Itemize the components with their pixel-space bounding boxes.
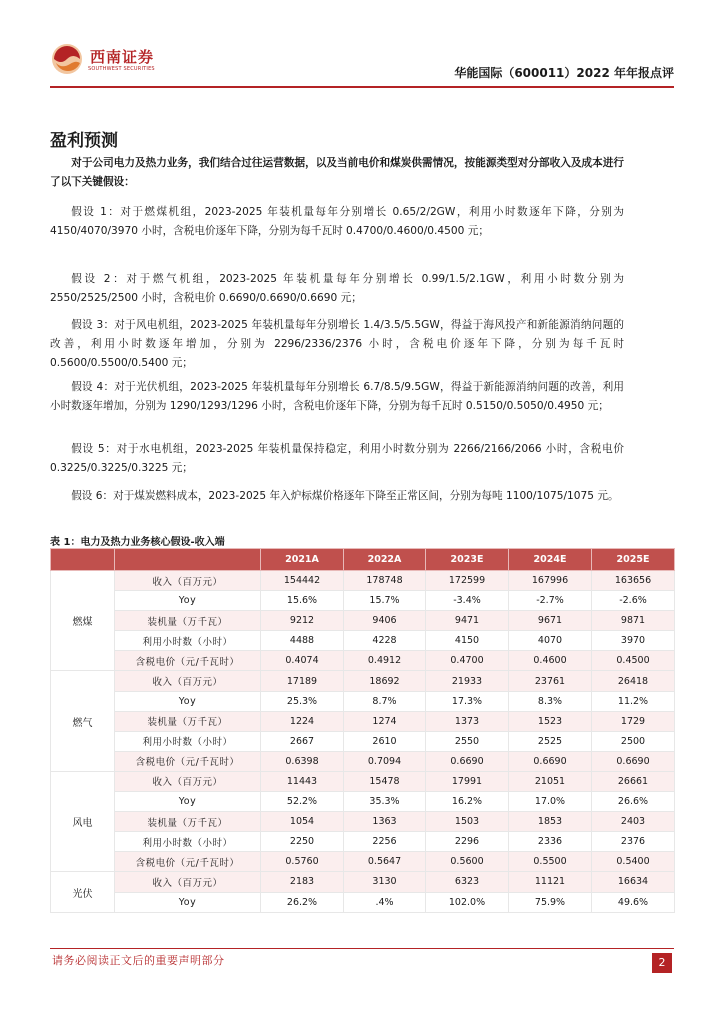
- table-row: [51, 892, 675, 912]
- value-cell: 4228: [344, 631, 426, 651]
- header-blank: [115, 549, 261, 571]
- metric-label-cell: 利用小时数（小时）: [115, 832, 261, 852]
- metric-label-cell: 收入（百万元）: [115, 671, 261, 691]
- value-cell: 9871: [592, 611, 675, 631]
- value-cell: 17991: [426, 771, 509, 791]
- metric-label-cell: 利用小时数（小时）: [115, 731, 261, 751]
- value-cell: 0.7094: [344, 751, 426, 771]
- value-cell: 0.4600: [509, 651, 592, 671]
- report-title: 华能国际（600011）2022 年年报点评: [454, 66, 674, 80]
- table-row: [51, 812, 675, 832]
- value-cell: 15.7%: [344, 591, 426, 611]
- table-row: [51, 711, 675, 731]
- column-header: 2023E: [426, 549, 509, 571]
- table-row: [51, 792, 675, 812]
- value-cell: 16634: [592, 872, 675, 892]
- table-row: [51, 771, 675, 791]
- metric-label-cell: 收入（百万元）: [115, 872, 261, 892]
- table-row: [51, 631, 675, 651]
- table-row: [51, 571, 675, 591]
- metric-label-cell: 含税电价（元/千瓦时）: [115, 651, 261, 671]
- value-cell: 0.6398: [261, 751, 344, 771]
- value-cell: 11.2%: [592, 691, 675, 711]
- intro-paragraph: 对于公司电力及热力业务，我们结合过往运营数据，以及当前电价和煤炭供需情况，按能源类型对分部收入及成本进行了以下关键假设：: [50, 157, 624, 188]
- metric-label-cell: 收入（百万元）: [115, 771, 261, 791]
- revenue-assumptions-table: [50, 548, 675, 913]
- table-row: [51, 751, 675, 771]
- value-cell: 0.6690: [509, 751, 592, 771]
- value-cell: 4070: [509, 631, 592, 651]
- page-number: 2: [652, 953, 672, 973]
- column-header: 2021A: [261, 549, 344, 571]
- logo-text-cn: 西南证券: [90, 48, 155, 66]
- energy-type-cell: 燃气: [51, 671, 115, 771]
- value-cell: 4150: [426, 631, 509, 651]
- metric-label-cell: 装机量（万千瓦）: [115, 812, 261, 832]
- logo-text-en: SOUTHWEST SECURITIES: [88, 66, 155, 72]
- value-cell: 17189: [261, 671, 344, 691]
- metric-label-cell: Yoy: [115, 691, 261, 711]
- value-cell: 0.6690: [426, 751, 509, 771]
- value-cell: 15.6%: [261, 591, 344, 611]
- table-row: [51, 651, 675, 671]
- value-cell: 9671: [509, 611, 592, 631]
- value-cell: 0.4500: [592, 651, 675, 671]
- value-cell: 26.2%: [261, 892, 344, 912]
- section-title: 盈利预测: [50, 131, 118, 151]
- assumption-5: 假设 5：对于水电机组，2023-2025 年装机量保持稳定，利用小时数分别为 2266/2166/2066 小时，含税电价 0.3225/0.3225/0.3225 元；: [50, 443, 624, 474]
- value-cell: 1523: [509, 711, 592, 731]
- company-logo: [50, 42, 210, 78]
- metric-label-cell: 收入（百万元）: [115, 571, 261, 591]
- footer-divider: [50, 948, 674, 949]
- value-cell: 0.5400: [592, 852, 675, 872]
- value-cell: 9212: [261, 611, 344, 631]
- assumption-3: 假设 3：对于风电机组，2023-2025 年装机量每年分别增长 1.4/3.5/5.5GW，得益于海风投产和新能源消纳问题的改善，利用小时数逐年增加，分别为 2296/2336/2376 小时，含税电价逐年下降，分别为每千瓦时 0.5600/0.5500/0.5400 元；: [50, 319, 624, 369]
- metric-label-cell: 含税电价（元/千瓦时）: [115, 852, 261, 872]
- value-cell: 154442: [261, 571, 344, 591]
- value-cell: 26418: [592, 671, 675, 691]
- value-cell: 2525: [509, 731, 592, 751]
- value-cell: 9471: [426, 611, 509, 631]
- value-cell: 102.0%: [426, 892, 509, 912]
- value-cell: .4%: [344, 892, 426, 912]
- metric-label-cell: 装机量（万千瓦）: [115, 711, 261, 731]
- table-row: [51, 872, 675, 892]
- value-cell: 2250: [261, 832, 344, 852]
- value-cell: 0.5500: [509, 852, 592, 872]
- header-blank: [51, 549, 115, 571]
- metric-label-cell: 利用小时数（小时）: [115, 631, 261, 651]
- value-cell: 172599: [426, 571, 509, 591]
- disclaimer-text: 请务必阅读正文后的重要声明部分: [52, 954, 225, 967]
- value-cell: 49.6%: [592, 892, 675, 912]
- value-cell: 75.9%: [509, 892, 592, 912]
- value-cell: 1373: [426, 711, 509, 731]
- column-header: 2025E: [592, 549, 675, 571]
- value-cell: 23761: [509, 671, 592, 691]
- table-body: [51, 571, 675, 913]
- metric-label-cell: Yoy: [115, 892, 261, 912]
- value-cell: 2336: [509, 832, 592, 852]
- value-cell: 17.3%: [426, 691, 509, 711]
- value-cell: 0.5647: [344, 852, 426, 872]
- value-cell: 1054: [261, 812, 344, 832]
- table-header-row: [51, 549, 675, 571]
- value-cell: 35.3%: [344, 792, 426, 812]
- header-divider: [50, 86, 674, 88]
- value-cell: 11443: [261, 771, 344, 791]
- table-row: [51, 671, 675, 691]
- value-cell: 2550: [426, 731, 509, 751]
- page-header: [50, 40, 674, 86]
- value-cell: 0.5600: [426, 852, 509, 872]
- value-cell: 1729: [592, 711, 675, 731]
- table-caption: 表 1：电力及热力业务核心假设-收入端: [50, 537, 225, 548]
- value-cell: 2296: [426, 832, 509, 852]
- value-cell: 0.4700: [426, 651, 509, 671]
- value-cell: 178748: [344, 571, 426, 591]
- metric-label-cell: 含税电价（元/千瓦时）: [115, 751, 261, 771]
- assumption-4: 假设 4：对于光伏机组，2023-2025 年装机量每年分别增长 6.7/8.5/9.5GW，得益于新能源消纳问题的改善，利用小时数逐年增加，分别为 1290/1293/1296 小时，含税电价逐年下降，分别为每千瓦时 0.5150/0.5050/0.4950 元；: [50, 381, 624, 412]
- column-header: 2024E: [509, 549, 592, 571]
- value-cell: 1274: [344, 711, 426, 731]
- value-cell: 2500: [592, 731, 675, 751]
- table-row: [51, 852, 675, 872]
- value-cell: 3130: [344, 872, 426, 892]
- value-cell: 0.6690: [592, 751, 675, 771]
- value-cell: 25.3%: [261, 691, 344, 711]
- value-cell: -2.6%: [592, 591, 675, 611]
- value-cell: 167996: [509, 571, 592, 591]
- value-cell: 2376: [592, 832, 675, 852]
- value-cell: 3970: [592, 631, 675, 651]
- value-cell: 52.2%: [261, 792, 344, 812]
- column-header: 2022A: [344, 549, 426, 571]
- value-cell: 2403: [592, 812, 675, 832]
- value-cell: 17.0%: [509, 792, 592, 812]
- metric-label-cell: Yoy: [115, 792, 261, 812]
- value-cell: -2.7%: [509, 591, 592, 611]
- value-cell: 1853: [509, 812, 592, 832]
- table-row: [51, 731, 675, 751]
- value-cell: 163656: [592, 571, 675, 591]
- table-row: [51, 611, 675, 631]
- value-cell: 1224: [261, 711, 344, 731]
- assumption-6: 假设 6：对于煤炭燃料成本，2023-2025 年入炉标煤价格逐年下降至正常区间，分别为每吨 1100/1075/1075 元。: [71, 490, 619, 502]
- value-cell: 21051: [509, 771, 592, 791]
- energy-type-cell: 光伏: [51, 872, 115, 912]
- table-row: [51, 591, 675, 611]
- value-cell: 0.5760: [261, 852, 344, 872]
- value-cell: 4488: [261, 631, 344, 651]
- table-row: [51, 691, 675, 711]
- value-cell: 8.3%: [509, 691, 592, 711]
- value-cell: 26.6%: [592, 792, 675, 812]
- value-cell: 8.7%: [344, 691, 426, 711]
- value-cell: 26661: [592, 771, 675, 791]
- assumption-1: 假设 1：对于燃煤机组，2023-2025 年装机量每年分别增长 0.65/2/2GW，利用小时数逐年下降，分别为 4150/4070/3970 小时，含税电价逐年下降，分别为每千瓦时 0.4700/0.4600/0.4500 元；: [50, 206, 624, 237]
- energy-type-cell: 风电: [51, 771, 115, 871]
- value-cell: 2256: [344, 832, 426, 852]
- assumption-2: 假设 2：对于燃气机组，2023-2025 年装机量每年分别增长 0.99/1.5/2.1GW，利用小时数分别为 2550/2525/2500 小时，含税电价 0.6690/0.6690/0.6690 元；: [50, 273, 624, 304]
- value-cell: 1363: [344, 812, 426, 832]
- value-cell: 1503: [426, 812, 509, 832]
- metric-label-cell: Yoy: [115, 591, 261, 611]
- value-cell: 21933: [426, 671, 509, 691]
- value-cell: 0.4912: [344, 651, 426, 671]
- value-cell: 16.2%: [426, 792, 509, 812]
- metric-label-cell: 装机量（万千瓦）: [115, 611, 261, 631]
- value-cell: 2610: [344, 731, 426, 751]
- value-cell: 9406: [344, 611, 426, 631]
- value-cell: 2667: [261, 731, 344, 751]
- value-cell: 6323: [426, 872, 509, 892]
- value-cell: 2183: [261, 872, 344, 892]
- logo-mark-icon: [50, 42, 84, 76]
- table-row: [51, 832, 675, 852]
- value-cell: 0.4074: [261, 651, 344, 671]
- value-cell: 15478: [344, 771, 426, 791]
- value-cell: 18692: [344, 671, 426, 691]
- value-cell: 11121: [509, 872, 592, 892]
- value-cell: -3.4%: [426, 591, 509, 611]
- energy-type-cell: 燃煤: [51, 571, 115, 671]
